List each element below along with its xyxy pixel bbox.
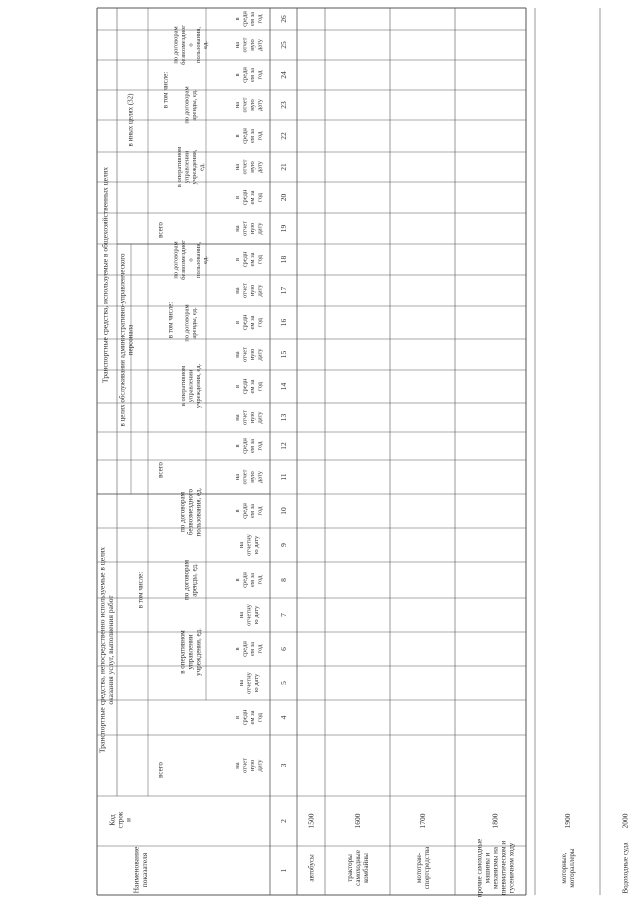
leaf-header-col-10-line: год (256, 506, 264, 516)
column-number-16-line: 16 (279, 318, 289, 327)
column-number-12-line: 12 (279, 442, 289, 450)
leaf-header-col-21-line: дату (256, 160, 264, 174)
leaf-header-col-22-line: средн (241, 128, 249, 144)
leaf-header-col-23-line: отчет (241, 97, 249, 113)
leaf-header-col-17 (234, 283, 263, 298)
leaf-header-col-4-line: средн (241, 709, 249, 726)
column-number-9-line: 9 (279, 543, 289, 547)
leaf-header-col-3-line: отчет (241, 758, 249, 773)
total-header-2-line: всего (156, 462, 165, 478)
name-column-header (131, 846, 149, 893)
column-number-1-line: 1 (279, 868, 289, 873)
leaf-header-col-21 (234, 159, 263, 174)
column-number-12 (279, 442, 288, 450)
group2-header (101, 167, 110, 383)
leaf-header-col-11-line: на (234, 473, 242, 481)
leaf-header-col-25-line: на (234, 41, 242, 49)
leaf-header-col-17-line: дату (256, 284, 264, 297)
leaf-header-col-11-line: отчет (241, 469, 249, 485)
column-number-23-line: 23 (279, 101, 289, 109)
column-number-26 (279, 15, 288, 23)
free-use-header-3-line: пользования, (194, 26, 202, 64)
leaf-header-col-19-line: отчет (241, 221, 249, 236)
row-name-1800-line: механизмы на (491, 847, 500, 889)
operative-header-2-line: учреждения, ед. (194, 363, 202, 409)
free-use-header-line: безвозмездного (186, 488, 195, 536)
leaf-header-col-18 (234, 251, 263, 267)
free-use-header-2-line: ед. (202, 256, 210, 264)
row-name-1600-line: тракторы (345, 854, 354, 882)
row-code-2000 (621, 813, 630, 828)
leaf-header-col-26-line: год (256, 14, 264, 24)
name-column-header-line: показателя (139, 852, 149, 888)
leaf-header-col-25-line: ную (249, 39, 257, 51)
column-number-7 (279, 613, 288, 617)
leaf-header-col-17-line: на (234, 287, 242, 294)
incl-header-2 (166, 302, 174, 339)
leaf-header-col-7 (238, 603, 260, 625)
leaf-header-col-14-line: ем за (249, 379, 257, 394)
leaf-header-col-18-line: год (256, 255, 264, 264)
column-number-13-line: 13 (279, 413, 289, 422)
free-use-header-line: по договорам (178, 491, 187, 533)
leaf-header-col-14-line: средн (241, 378, 249, 395)
free-use-header-2 (172, 240, 209, 280)
leaf-header-col-13-line: отчет (241, 410, 249, 425)
row-name-1800-line: пневматическом и (499, 840, 508, 896)
rent-header-2-line: аренды, ед. (191, 307, 199, 339)
leaf-header-col-17-line: отчет (241, 283, 249, 298)
column-number-25 (279, 41, 288, 49)
operative-header-2-line: в оперативном (179, 365, 187, 407)
column-number-3 (279, 763, 288, 767)
rent-header-3-line: аренды, ед. (191, 89, 199, 121)
operative-header-3-line: управлении (183, 150, 191, 184)
leaf-header-col-24-line: средн (241, 67, 249, 83)
row-name-1700-line: спортсредства (422, 846, 431, 890)
leaf-header-col-3 (234, 758, 263, 773)
leaf-header-col-16-line: ем за (249, 315, 257, 330)
column-number-24-line: 24 (279, 71, 289, 79)
row-name-1800-line: гусеничном ходу (507, 842, 516, 894)
leaf-header-col-24-line: ем за (249, 67, 257, 83)
row-code-1600 (353, 813, 362, 828)
leaf-header-col-19-line: на (234, 225, 242, 232)
leaf-header-col-20-line: в (234, 195, 242, 200)
column-number-14-line: 14 (279, 382, 289, 391)
column-number-4-line: 4 (279, 715, 289, 720)
operative-header-3-line: в оперативном (176, 146, 184, 188)
row-name-1600-line: комбайны (362, 853, 370, 883)
column-number-11 (279, 473, 288, 480)
leaf-header-col-20-line: ем за (249, 190, 257, 205)
column-number-10-line: 10 (279, 507, 289, 515)
code-column-header-line: Код (108, 814, 117, 826)
total-header-2 (156, 462, 164, 478)
row-code-1700 (418, 813, 427, 828)
row-code-1600-line: 1600 (353, 813, 363, 829)
row-name-1900 (560, 848, 576, 888)
leaf-header-col-6-line: ем за (249, 641, 257, 657)
leaf-header-col-16-line: средн (241, 314, 249, 331)
incl-header-3-line: в том числе: (161, 71, 170, 109)
column-number-4 (279, 715, 288, 719)
operative-header-3-line: ед. (198, 163, 206, 171)
leaf-header-col-5 (238, 671, 260, 693)
code-column-header-line: строк (116, 811, 125, 829)
leaf-header-col-4-line: в (234, 715, 242, 720)
row-name-1700-line: мототран- (414, 852, 423, 884)
group1-header-line: Транспортные средства, непосредственно используемые в целях (97, 546, 107, 754)
column-number-20-line: 20 (279, 193, 289, 202)
column-number-23 (279, 101, 288, 109)
leaf-header-col-16-line: год (256, 318, 264, 327)
column-number-25-line: 25 (279, 41, 289, 49)
row-name-2000-line: Водоходные суда (621, 842, 630, 894)
leaf-header-col-6-line: средн (241, 641, 249, 657)
leaf-header-col-18-line: в (234, 257, 242, 262)
row-code-1900 (563, 813, 572, 828)
incl-header-2-line: в том числе: (166, 301, 175, 339)
operative-header (178, 628, 202, 676)
leaf-header-col-5-line: отчетну (245, 672, 253, 694)
leaf-header-col-8 (234, 572, 263, 588)
total-header (156, 762, 164, 778)
free-use-header-line: пользования, ед. (194, 487, 203, 537)
free-use-header-3 (172, 25, 209, 65)
row-code-1500 (307, 813, 316, 828)
operative-header-3-line: учреждения, (191, 149, 199, 185)
row-name-1600-line: самоходные (353, 850, 362, 886)
row-name-1500 (307, 854, 315, 882)
leaf-header-col-8-line: в (234, 578, 242, 582)
leaf-header-col-7-line: отчетну (245, 604, 253, 626)
column-number-5 (279, 681, 288, 685)
column-number-26-line: 26 (279, 15, 289, 23)
leaf-header-col-5-line: на (237, 679, 245, 687)
column-number-19 (279, 225, 288, 233)
column-number-13 (279, 414, 288, 422)
total-header-line: всего (156, 762, 165, 778)
leaf-header-col-20-line: год (256, 193, 264, 202)
row-name-1800 (475, 839, 515, 897)
other-subgroup-header (126, 93, 134, 147)
leaf-header-col-21-line: ную (249, 161, 257, 173)
column-number-6 (279, 647, 288, 651)
total-header-3-line: всего (156, 222, 165, 238)
admin-subgroup-header-line: персонала (126, 324, 135, 356)
column-number-20 (279, 194, 288, 202)
column-number-18 (279, 256, 288, 264)
leaf-header-col-22-line: год (256, 131, 264, 141)
column-number-17 (279, 287, 288, 295)
free-use-header-3-line: ед. (202, 41, 210, 49)
leaf-header-col-6-line: в (234, 647, 242, 651)
leaf-header-col-8-line: ем за (249, 572, 257, 588)
leaf-header-col-12 (234, 438, 263, 454)
leaf-header-col-16-line: в (234, 320, 242, 325)
operative-header-line: управлении (186, 634, 195, 670)
group1-header (97, 547, 115, 753)
leaf-header-col-3-line: дату (256, 759, 264, 772)
leaf-header-col-19-line: дату (256, 222, 264, 235)
leaf-header-col-9 (238, 533, 260, 555)
admin-subgroup-header (118, 253, 134, 427)
leaf-header-col-10 (234, 503, 263, 519)
leaf-header-col-13-line: дату (256, 411, 264, 424)
leaf-header-col-18-line: ем за (249, 252, 257, 267)
leaf-header-col-25-line: дату (256, 38, 264, 52)
column-number-21-line: 21 (279, 163, 289, 171)
operative-header-line: в оперативном (178, 630, 187, 674)
free-use-header-2-line: пользования, (194, 241, 202, 279)
column-number-7-line: 7 (279, 613, 289, 617)
column-number-3-line: 3 (279, 763, 289, 768)
free-use-header-3-line: о (187, 43, 195, 47)
leaf-header-col-14 (234, 378, 263, 394)
column-number-16 (279, 319, 288, 327)
code-column-header (108, 811, 132, 828)
column-number-8-line: 8 (279, 578, 289, 582)
leaf-header-col-26-line: средн (241, 11, 249, 27)
leaf-header-col-4-line: год (256, 713, 264, 722)
leaf-header-col-23 (234, 97, 263, 112)
rent-header-3 (184, 86, 198, 123)
column-number-1 (279, 868, 288, 872)
group1-header-line: оказания услуг, выполнения работ (105, 595, 115, 705)
leaf-header-col-12-line: средн (241, 438, 249, 454)
rent-header (182, 559, 198, 600)
leaf-header-col-4-line: ем за (249, 710, 257, 725)
row-name-1700 (415, 846, 431, 889)
column-number-17-line: 17 (279, 286, 289, 295)
leaf-header-col-11-line: ную (249, 471, 257, 483)
leaf-header-col-15-line: ную (249, 348, 257, 361)
leaf-header-col-7-line: ю дату (252, 605, 260, 625)
leaf-header-col-23-line: на (234, 101, 242, 109)
rent-header-2 (184, 304, 198, 341)
leaf-header-col-24-line: в (234, 73, 242, 77)
free-use-header-2-line: о (187, 258, 195, 262)
name-column-header-line: Наименование (131, 846, 141, 894)
column-number-15 (279, 351, 288, 359)
rent-header-2-line: по договорам (183, 304, 191, 342)
leaf-header-col-7-line: на (237, 611, 245, 619)
incl-header-line: в том числе: (136, 571, 145, 609)
leaf-header-col-4 (234, 709, 263, 725)
leaf-header-col-13 (234, 410, 263, 425)
row-name-1900-line: мотораллеры (567, 848, 576, 888)
column-number-24 (279, 71, 288, 79)
leaf-header-col-11 (234, 469, 263, 484)
row-name-1800-line: машины и (483, 852, 492, 884)
row-name-1600 (346, 850, 370, 886)
other-subgroup-header-line: в иных целях (32) (126, 93, 135, 147)
column-number-22-line: 22 (279, 132, 289, 140)
operative-header-3 (176, 147, 205, 187)
row-code-2000-line: 2000 (620, 813, 630, 829)
leaf-header-col-9-line: отчетну (245, 534, 253, 556)
row-code-1800-line: 1800 (490, 813, 500, 829)
leaf-header-col-19 (234, 221, 263, 236)
leaf-header-col-20-line: средн (241, 189, 249, 206)
column-number-19-line: 19 (279, 224, 289, 233)
leaf-header-col-10-line: ем за (249, 503, 257, 519)
leaf-header-col-3-line: ную (249, 759, 257, 772)
rent-header-line: аренды, ед. (190, 563, 199, 597)
leaf-header-col-19-line: ную (249, 222, 257, 235)
total-header-3 (156, 222, 164, 238)
leaf-header-col-26 (234, 11, 263, 27)
leaf-header-col-13-line: на (234, 414, 242, 421)
leaf-header-col-12-line: в (234, 444, 242, 448)
leaf-header-col-17-line: ную (249, 284, 257, 297)
leaf-header-col-3-line: на (234, 762, 242, 769)
leaf-header-col-21-line: отчет (241, 159, 249, 175)
row-name-1900-line: моторные, (559, 852, 568, 884)
leaf-header-col-23-line: дату (256, 98, 264, 112)
column-number-15-line: 15 (279, 350, 289, 359)
leaf-header-col-10-line: в (234, 509, 242, 513)
leaf-header-col-22-line: ем за (249, 128, 257, 144)
leaf-header-col-18-line: средн (241, 251, 249, 268)
leaf-header-col-5-line: ю дату (252, 673, 260, 693)
leaf-header-col-8-line: средн (241, 572, 249, 588)
free-use-header-2-line: по договорам (172, 241, 180, 279)
leaf-header-col-25 (234, 37, 263, 52)
leaf-header-col-14-line: год (256, 382, 264, 391)
column-number-10 (279, 507, 288, 515)
row-name-1500-line: автобусы (307, 854, 316, 882)
row-name-1800-line: прочие самоходные (475, 838, 484, 898)
operative-header-line: учреждения, ед. (194, 628, 203, 676)
leaf-header-col-26-line: в (234, 17, 242, 21)
row-code-1500-line: 1500 (306, 813, 316, 829)
leaf-header-col-22 (234, 128, 263, 144)
row-code-1900-line: 1900 (563, 813, 573, 829)
incl-header-3 (161, 72, 169, 109)
column-number-2 (279, 819, 288, 823)
column-number-11-line: 11 (279, 473, 289, 481)
leaf-header-col-15-line: отчет (241, 347, 249, 362)
leaf-header-col-24-line: год (256, 70, 264, 80)
leaf-header-col-11-line: дату (256, 470, 264, 484)
leaf-header-col-22-line: в (234, 134, 242, 138)
code-column-header-line: и (124, 818, 133, 822)
row-code-1700-line: 1700 (418, 813, 428, 829)
column-number-22 (279, 132, 288, 140)
leaf-header-col-25-line: отчет (241, 37, 249, 53)
leaf-header-col-12-line: ем за (249, 438, 257, 454)
free-use-header-2-line: безвозмездног (179, 240, 187, 280)
operative-header-2 (180, 363, 202, 408)
leaf-header-col-10-line: средн (241, 503, 249, 519)
rent-header-line: по договорам (182, 559, 191, 601)
column-number-21 (279, 163, 288, 171)
free-use-header (178, 487, 202, 536)
column-number-14 (279, 383, 288, 391)
leaf-header-col-9-line: на (237, 541, 245, 549)
group2-header-line: Транспортные средства, используемые в общехозяйственных целях (100, 167, 110, 383)
column-number-5-line: 5 (279, 681, 289, 685)
leaf-header-col-6 (234, 641, 263, 657)
leaf-header-col-23-line: ную (249, 99, 257, 111)
free-use-header-3-line: безвозмездног (179, 25, 187, 65)
leaf-header-col-12-line: год (256, 441, 264, 451)
operative-header-2-line: управлении (187, 369, 195, 403)
leaf-header-col-26-line: ем за (249, 11, 257, 27)
leaf-header-col-8-line: год (256, 575, 264, 585)
rent-header-3-line: по договорам (183, 86, 191, 124)
column-number-9 (279, 543, 288, 547)
row-name-2000 (621, 842, 629, 894)
leaf-header-col-9-line: ю дату (252, 535, 260, 555)
leaf-header-col-15 (234, 347, 263, 362)
leaf-header-col-15-line: на (234, 351, 242, 358)
leaf-header-col-20 (234, 189, 263, 205)
leaf-header-col-6-line: год (256, 644, 264, 654)
leaf-header-col-14-line: в (234, 384, 242, 389)
free-use-header-3-line: по договорам (172, 26, 180, 64)
leaf-header-col-21-line: на (234, 163, 242, 171)
leaf-header-col-16 (234, 314, 263, 330)
column-number-6-line: 6 (279, 647, 289, 651)
leaf-header-col-24 (234, 67, 263, 83)
leaf-header-col-15-line: дату (256, 348, 264, 361)
incl-header (136, 572, 144, 609)
column-number-8 (279, 578, 288, 582)
leaf-header-col-13-line: ную (249, 411, 257, 424)
admin-subgroup-header-line: в целях обслуживания административно-управленческого (118, 253, 127, 427)
column-number-18-line: 18 (279, 255, 289, 264)
row-code-1800 (491, 813, 500, 828)
column-number-2-line: 2 (279, 819, 289, 823)
